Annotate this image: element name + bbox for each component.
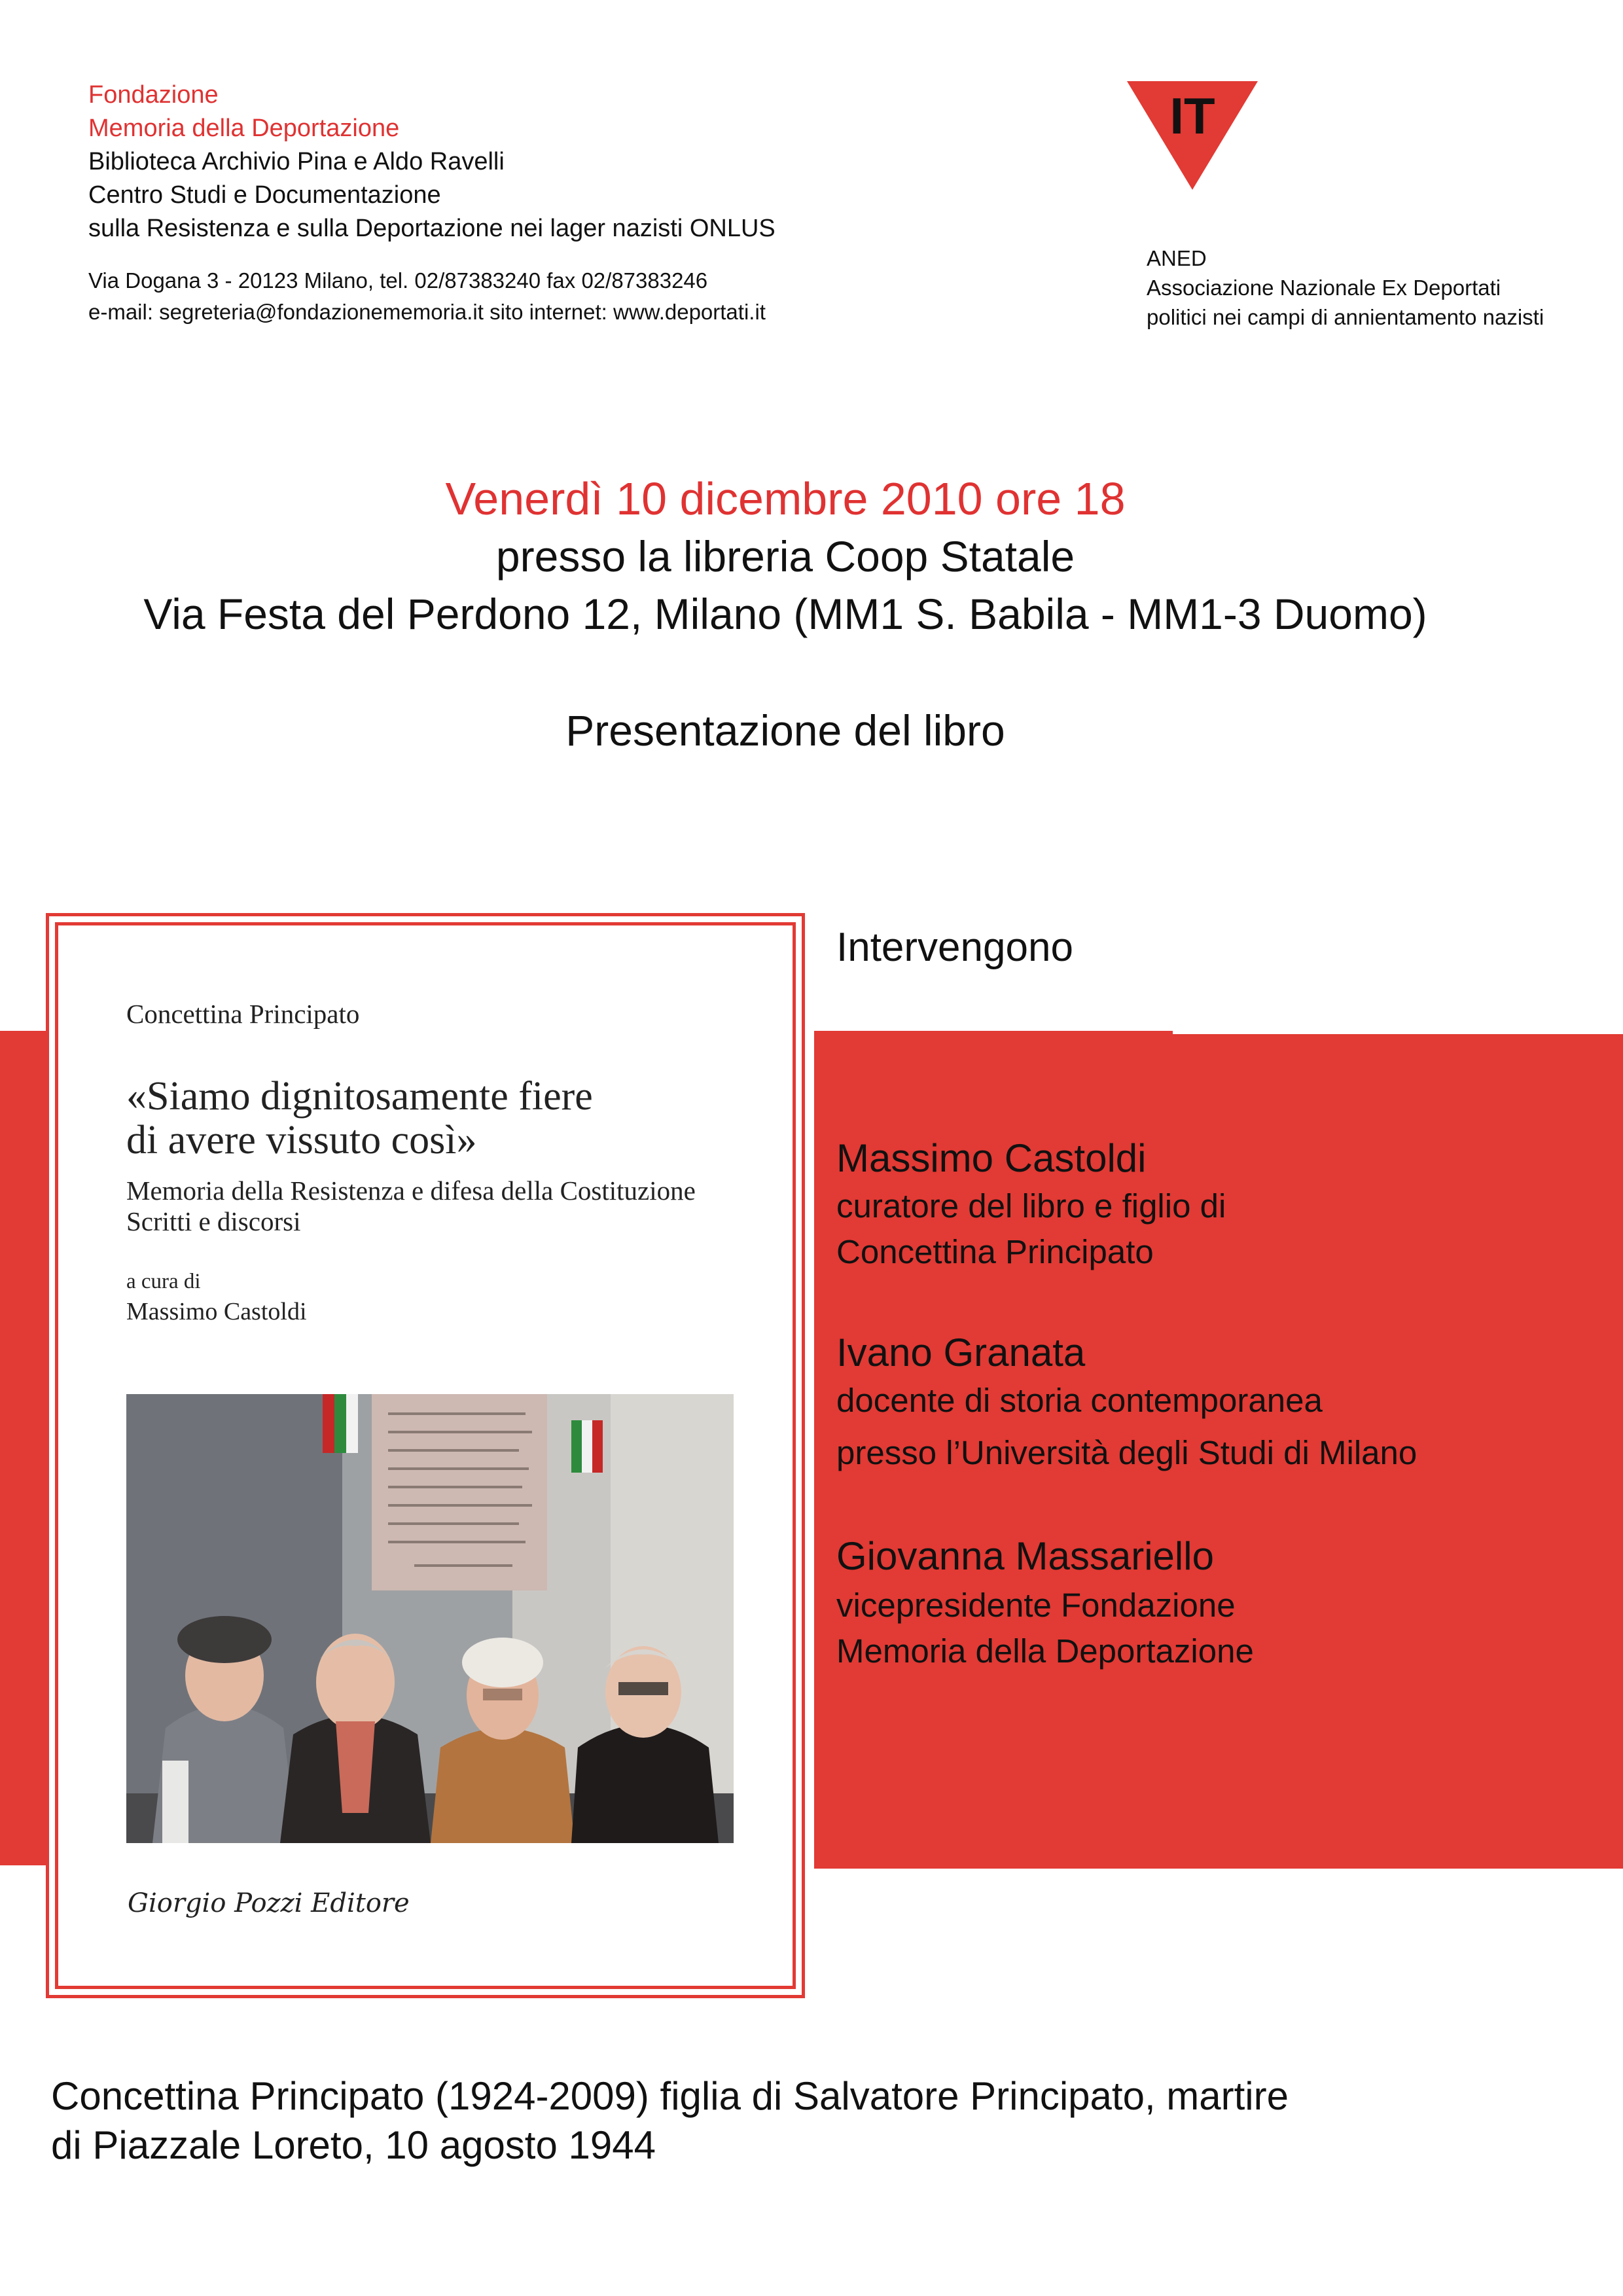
speaker-2-role-line-1: docente di storia contemporanea: [836, 1382, 1323, 1419]
aned-info: [1147, 243, 1605, 332]
footer-note: [51, 2072, 1556, 2170]
presentation-heading: Presentazione del libro: [565, 706, 1005, 755]
cover-subtitle-line-1: Memoria della Resistenza e difesa della Costituzione: [126, 1175, 696, 1206]
aned-triangle-logo: [1127, 81, 1258, 190]
event-address: Via Festa del Perdono 12, Milano (MM1 S. Babila - MM1-3 Duomo): [143, 590, 1427, 638]
org-line-1: Fondazione: [88, 81, 219, 109]
aned-logo-text: IT: [1169, 87, 1215, 145]
org-line-2: Memoria della Deportazione: [88, 115, 400, 142]
speaker-1-role-line-1: curatore del libro e figlio di: [836, 1187, 1226, 1225]
aned-name: ANED: [1147, 246, 1207, 270]
cover-photo: [126, 1394, 734, 1843]
cover-publisher: Giorgio Pozzi Editore: [128, 1888, 410, 1918]
speaker-3-role-line-1: vicepresidente Fondazione: [836, 1587, 1236, 1624]
event-venue: presso la libreria Coop Statale: [495, 532, 1075, 581]
cover-author: Concettina Principato: [126, 999, 360, 1029]
cover-editor: Massimo Castoldi: [126, 1298, 307, 1325]
org-contacts: e-mail: segreteria@fondazionememoria.it sito internet: www.deportati.it: [88, 300, 766, 324]
aned-line-1: Associazione Nazionale Ex Deportati: [1147, 276, 1501, 300]
cover-subtitle-line-2: Scritti e discorsi: [126, 1206, 301, 1236]
red-band-left: [0, 1031, 51, 1865]
footer-line-1: Concettina Principato (1924-2009) figlia di Salvatore Principato, martire: [51, 2074, 1289, 2118]
speakers-heading: Intervengono: [836, 925, 1073, 970]
footer-line-2: di Piazzale Loreto, 10 agosto 1944: [51, 2123, 656, 2167]
event-date: Venerdì 10 dicembre 2010 ore 18: [445, 473, 1126, 524]
speaker-3-name: Giovanna Massariello: [836, 1534, 1214, 1578]
speaker-3-role-line-2: Memoria della Deportazione: [836, 1632, 1254, 1670]
aned-line-2: politici nei campi di annientamento nazisti: [1147, 305, 1544, 329]
speaker-2-role-line-2: presso l’Università degli Studi di Milano: [836, 1434, 1418, 1471]
org-line-5: sulla Resistenza e sulla Deportazione nei lager nazisti ONLUS: [88, 215, 776, 242]
org-line-4: Centro Studi e Documentazione: [88, 181, 441, 209]
foundation-header: [88, 79, 1070, 328]
org-line-3: Biblioteca Archivio Pina e Aldo Ravelli: [88, 148, 505, 175]
speaker-2-name: Ivano Granata: [836, 1331, 1086, 1374]
org-address: Via Dogana 3 - 20123 Milano, tel. 02/87383240 fax 02/87383246: [88, 268, 708, 293]
book-cover: [46, 913, 805, 1998]
cover-title-line-1: «Siamo dignitosamente fiere: [126, 1074, 593, 1119]
cover-title-line-2: di avere vissuto così»: [126, 1118, 477, 1162]
speaker-1-name: Massimo Castoldi: [836, 1136, 1147, 1180]
cover-edited-by-label: a cura di: [126, 1270, 201, 1293]
speaker-1-role-line-2: Concettina Principato: [836, 1233, 1154, 1270]
